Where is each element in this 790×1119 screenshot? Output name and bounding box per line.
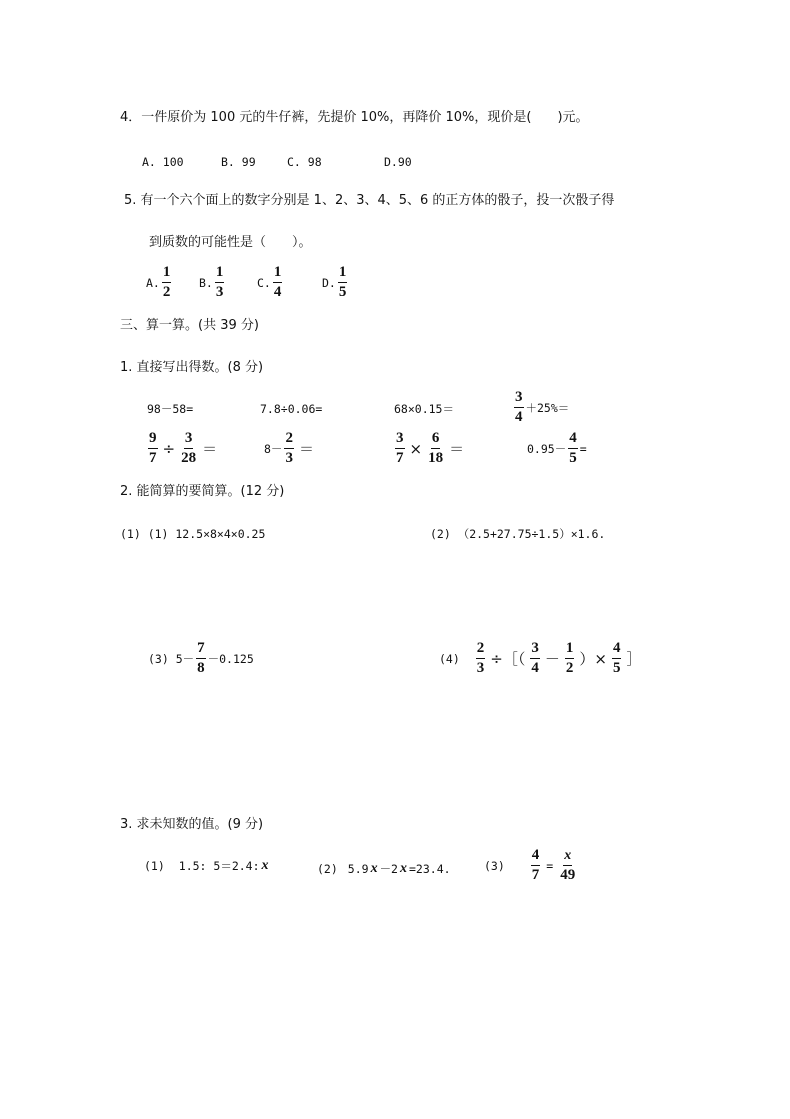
fraction: $\frac{1}{2}$ xyxy=(162,264,171,300)
part3-title: 3. 求未知数的值。(9 分) xyxy=(120,817,264,832)
fraction: $\frac{x}{49}$ xyxy=(560,848,576,883)
fraction: $\frac{2}{3}$ xyxy=(285,430,293,466)
q4-option-c: C. 98 xyxy=(287,155,322,169)
calc-e6: 8－ $\frac{2}{3}$ ＝ xyxy=(264,430,314,466)
equation-3: (3) $\frac{4}{7}$ = $\frac{x}{49}$ xyxy=(484,847,576,883)
q5-option-d xyxy=(322,265,349,300)
fraction: $\frac{1}{5}$ xyxy=(338,264,347,300)
simplify-4: (4) $\frac{2}{3}$ ÷［（ $\frac{3}{4}$ － $\frac{1}{2}$ ）× $\frac{4}{5}$ ］ xyxy=(439,640,642,676)
fraction: $\frac{6}{18}$ xyxy=(428,430,444,466)
equation-2: (2) 5.9 x －2 x =23.4. xyxy=(317,861,451,876)
fraction: $\frac{9}{7}$ xyxy=(149,430,157,466)
calc-e7: $\frac{3}{7}$ × $\frac{6}{18}$ ＝ xyxy=(396,430,465,466)
fraction: $\frac{3}{28}$ xyxy=(181,430,197,466)
q5-text-line1: 5. 有一个六个面上的数字分别是 1、2、3、4、5、6 的正方体的骰子，投一次骰子得 xyxy=(124,193,615,208)
q5-text-line2: 到质数的可能性是（ ）。 xyxy=(149,235,312,250)
part1-title: 1. 直接写出得数。(8 分) xyxy=(120,360,264,375)
calc-e1: 98－58= xyxy=(147,402,194,416)
option-label: B. xyxy=(199,275,213,290)
q5-option-a xyxy=(146,265,173,300)
simplify-3: (3) 5－ $\frac{7}{8}$ －0.125 xyxy=(148,640,254,676)
fraction: $\frac{4}{7}$ xyxy=(531,847,540,883)
part2-title: 2. 能简算的要简算。(12 分) xyxy=(120,484,285,499)
calc-e3: 68×0.15＝ xyxy=(394,402,454,416)
calc-e5: $\frac{9}{7}$ ÷ $\frac{3}{28}$ ＝ xyxy=(149,430,218,466)
fraction: $\frac{3}{4}$ xyxy=(515,389,523,425)
equation-1: (1) 1.5: 5＝2.4: x xyxy=(144,858,269,873)
calc-e2: 7.8÷0.06= xyxy=(260,402,323,416)
calc-e8: 0.95－ $\frac{4}{5}$ = xyxy=(527,430,587,466)
fraction: $\frac{1}{2}$ xyxy=(565,640,574,676)
q4-option-d: D.90 xyxy=(384,155,412,169)
fraction: $\frac{4}{5}$ xyxy=(612,640,621,676)
fraction: $\frac{7}{8}$ xyxy=(197,640,205,676)
simplify-1: (1) (1) 12.5×8×4×0.25 xyxy=(120,527,266,541)
q4-option-a: A. 100 xyxy=(142,155,184,169)
fraction: $\frac{1}{3}$ xyxy=(215,264,224,300)
fraction: $\frac{4}{5}$ xyxy=(569,430,577,466)
section3-title: 三、算一算。(共 39 分) xyxy=(120,318,259,333)
q4-text: 4．一件原价为 100 元的牛仔裤，先提价 10%，再降价 10%，现价是( )元。 xyxy=(120,110,589,125)
simplify-2: (2) （2.5+27.75÷1.5）×1.6. xyxy=(430,527,606,541)
fraction: $\frac{2}{3}$ xyxy=(476,640,485,676)
option-label: A. xyxy=(146,275,160,290)
q4-option-b: B. 99 xyxy=(221,155,256,169)
calc-e4: $\frac{3}{4}$ ＋25%＝ xyxy=(515,389,570,425)
fraction: $\frac{3}{7}$ xyxy=(396,430,404,466)
q5-option-c xyxy=(257,265,284,300)
q5-option-b xyxy=(199,265,226,300)
fraction: $\frac{3}{4}$ xyxy=(531,640,539,676)
option-label: C. xyxy=(257,275,271,290)
option-label: D. xyxy=(322,275,336,290)
fraction: $\frac{1}{4}$ xyxy=(273,264,282,300)
